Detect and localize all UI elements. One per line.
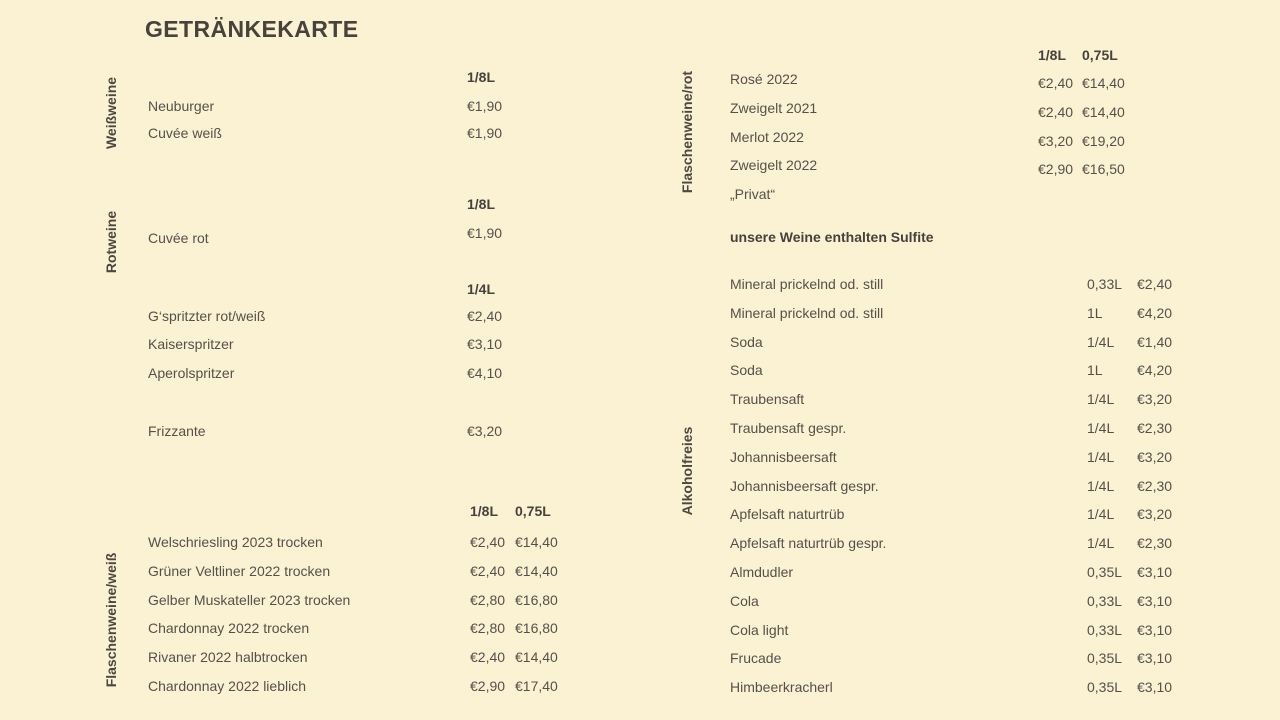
item-price-bottle: €19,20 <box>1082 133 1125 149</box>
item-name: Frizzante <box>148 423 206 439</box>
item-name: Frucade <box>730 650 782 666</box>
item-price-glass: €2,90 <box>470 678 506 694</box>
item-price-bottle: €16,80 <box>515 592 558 608</box>
menu-item-row <box>0 275 1280 293</box>
column-header-size-1: 1/8L <box>1038 47 1067 63</box>
menu-item-row <box>0 649 1280 667</box>
item-name: Welschriesling 2023 trocken <box>148 534 323 550</box>
item-name: Zweigelt 2021 <box>730 100 818 116</box>
item-name: Gelber Muskateller 2023 trocken <box>148 592 351 608</box>
menu-item-row <box>0 534 1280 552</box>
item-price: €3,10 <box>467 336 503 352</box>
item-name: Chardonnay 2022 trocken <box>148 620 310 636</box>
menu-item-row <box>0 419 1280 437</box>
item-name: Himbeerkracherl <box>730 679 833 695</box>
item-name: Kaiserspritzer <box>148 336 234 352</box>
item-name: Apfelsaft naturtrüb <box>730 506 845 522</box>
menu-item-row <box>0 333 1280 351</box>
item-size: 1/4L <box>1087 391 1115 407</box>
item-name: Johannisbeersaft gespr. <box>730 478 879 494</box>
item-price-glass: €2,40 <box>470 649 506 665</box>
item-price: €3,20 <box>1137 506 1173 522</box>
item-price: €3,10 <box>1137 650 1173 666</box>
item-price-bottle: €14,40 <box>515 534 558 550</box>
item-price-bottle: €14,40 <box>515 563 558 579</box>
item-price-glass: €2,40 <box>470 563 506 579</box>
item-price: €3,20 <box>1137 449 1173 465</box>
column-header-size-1: 1/8L <box>470 503 499 519</box>
item-size: 0,33L <box>1087 622 1123 638</box>
item-price: €2,30 <box>1137 420 1173 436</box>
item-size: 1/4L <box>1087 535 1115 551</box>
column-header-size-2: 0,75L <box>515 503 551 519</box>
menu-item-row <box>0 70 1280 91</box>
sulfite-note: unsere Weine enthalten Sulfite <box>730 229 934 245</box>
column-header-size: 1/8L <box>467 69 496 85</box>
item-price-bottle: €16,50 <box>1082 161 1125 177</box>
item-name: Cuvée weiß <box>148 125 222 141</box>
item-price-bottle: €17,40 <box>515 678 558 694</box>
item-price: €4,10 <box>467 365 503 381</box>
item-size: 1/4L <box>1087 420 1115 436</box>
menu-item-row <box>0 128 1280 149</box>
item-name: Merlot 2022 <box>730 129 804 145</box>
item-size: 1/4L <box>1087 334 1115 350</box>
section-label-flaschenweine-weiss: Flaschenweine/weiß <box>103 552 119 688</box>
item-name: Cola light <box>730 622 789 638</box>
section-label-alkoholfreies: Alkoholfreies <box>679 426 695 516</box>
menu-item-row <box>0 563 1280 581</box>
sulfite-note-row <box>0 228 1280 246</box>
item-price: €3,10 <box>1137 679 1173 695</box>
item-price: €3,10 <box>1137 622 1173 638</box>
item-name: Aperolspritzer <box>148 365 235 381</box>
column-header-size: 1/8L <box>467 196 496 212</box>
item-price: €3,10 <box>1137 593 1173 609</box>
item-size: 0,35L <box>1087 650 1123 666</box>
flaschenweine-rot-header-row <box>0 46 1280 64</box>
page-title: GETRÄNKEKARTE <box>145 16 359 42</box>
item-size: 0,33L <box>1087 593 1123 609</box>
item-price-glass: €2,80 <box>470 620 506 636</box>
item-price: €1,40 <box>1137 334 1173 350</box>
menu-item-row <box>0 156 1280 177</box>
item-price: €1,90 <box>467 225 503 241</box>
item-name: Neuburger <box>148 98 215 114</box>
item-size: 1L <box>1087 305 1103 321</box>
item-name: Mineral prickelnd od. still <box>730 305 884 321</box>
item-name: Soda <box>730 362 763 378</box>
item-size: 0,35L <box>1087 564 1123 580</box>
menu-item-row <box>0 304 1280 322</box>
item-size: 1L <box>1087 362 1103 378</box>
item-size: 1/4L <box>1087 478 1115 494</box>
section-label-weissweine: Weißweine <box>103 76 119 150</box>
menu-item-row <box>0 621 1280 639</box>
menu-item-row <box>0 99 1280 120</box>
item-name: Soda <box>730 334 763 350</box>
item-price-glass: €2,40 <box>470 534 506 550</box>
item-price-glass: €2,40 <box>1038 75 1074 91</box>
menu-item-row <box>0 390 1280 408</box>
item-name: Rivaner 2022 halbtrocken <box>148 649 308 665</box>
item-price: €3,10 <box>1137 564 1173 580</box>
item-name: Traubensaft <box>730 391 805 407</box>
item-price-bottle: €16,80 <box>515 620 558 636</box>
menu-item-row <box>0 477 1280 495</box>
section-label-rotweine: Rotweine <box>103 210 119 274</box>
item-name: Johannisbeersaft <box>730 449 837 465</box>
item-name: Almdudler <box>730 564 794 580</box>
item-price-glass: €2,80 <box>470 592 506 608</box>
column-header-size-2: 0,75L <box>1082 47 1118 63</box>
item-size: 1/4L <box>1087 449 1115 465</box>
item-price: €2,40 <box>1137 276 1173 292</box>
menu-item-row <box>0 185 1280 203</box>
item-price: €3,20 <box>467 423 503 439</box>
item-price: €2,30 <box>1137 478 1173 494</box>
item-name: „Privat“ <box>730 186 776 202</box>
item-name: Cola <box>730 593 759 609</box>
item-name: Zweigelt 2022 <box>730 157 818 173</box>
menu-item-row <box>0 505 1280 523</box>
item-price-bottle: €14,40 <box>1082 75 1125 91</box>
item-name: Apfelsaft naturtrüb gespr. <box>730 535 887 551</box>
item-price: €1,90 <box>467 125 503 141</box>
item-price: €1,90 <box>467 98 503 114</box>
menu-item-row <box>0 678 1280 696</box>
item-size: 0,35L <box>1087 679 1123 695</box>
section-label-flaschenweine-rot: Flaschenweine/rot <box>679 70 695 194</box>
item-name: Rosé 2022 <box>730 71 798 87</box>
item-name: G‘spritzter rot/weiß <box>148 308 266 324</box>
menu-item-row <box>0 361 1280 379</box>
item-price-glass: €2,40 <box>1038 104 1074 120</box>
item-name: Chardonnay 2022 lieblich <box>148 678 306 694</box>
item-price-glass: €3,20 <box>1038 133 1074 149</box>
item-price-bottle: €14,40 <box>515 649 558 665</box>
item-size: 0,33L <box>1087 276 1123 292</box>
item-name: Mineral prickelnd od. still <box>730 276 884 292</box>
item-name: Traubensaft gespr. <box>730 420 847 436</box>
item-price: €4,20 <box>1137 305 1173 321</box>
menu-item-row <box>0 592 1280 610</box>
column-header-size: 1/4L <box>467 281 496 297</box>
item-price: €3,20 <box>1137 391 1173 407</box>
item-price: €2,30 <box>1137 535 1173 551</box>
menu-item-row <box>0 448 1280 466</box>
item-name: Grüner Veltliner 2022 trocken <box>148 563 331 579</box>
item-price: €2,40 <box>467 308 503 324</box>
item-price: €4,20 <box>1137 362 1173 378</box>
item-price-bottle: €14,40 <box>1082 104 1125 120</box>
item-size: 1/4L <box>1087 506 1115 522</box>
item-price-glass: €2,90 <box>1038 161 1074 177</box>
item-name: Cuvée rot <box>148 230 209 246</box>
